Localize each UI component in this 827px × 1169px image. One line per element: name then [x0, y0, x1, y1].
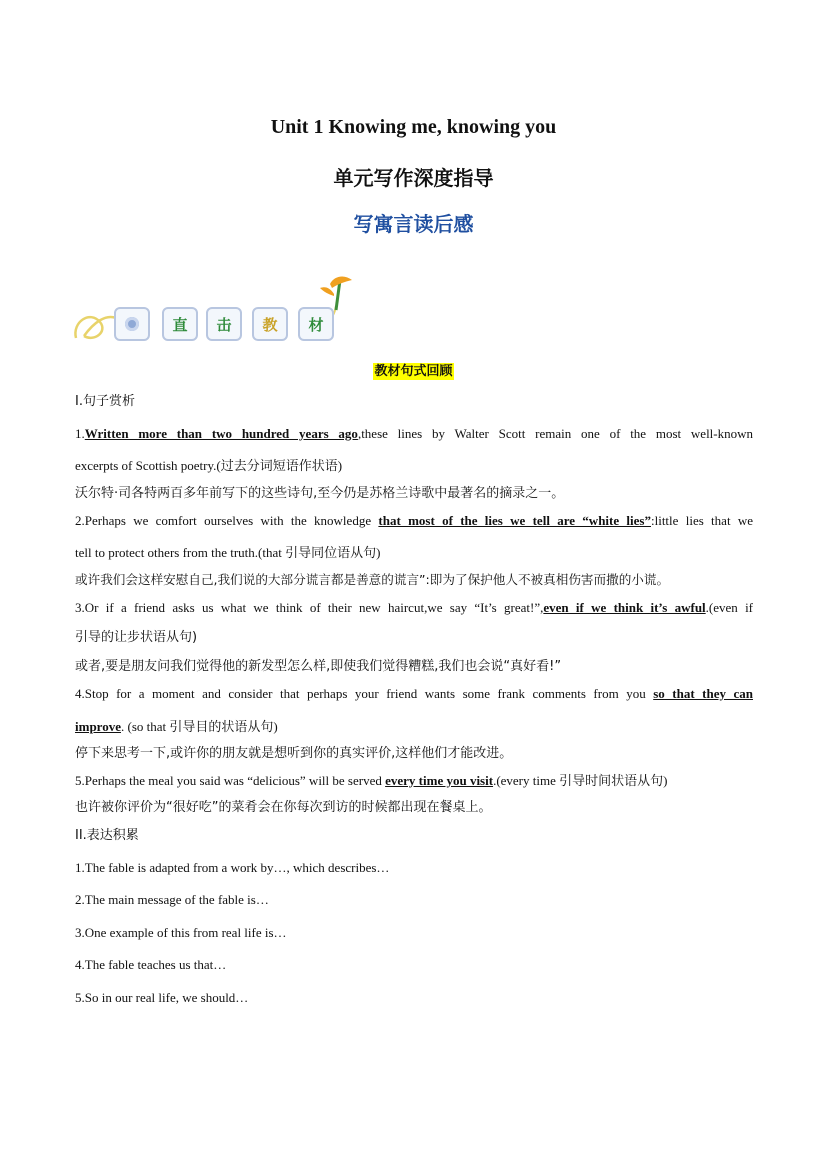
topic-subtitle: 写寓言读后感: [353, 212, 474, 236]
sentence-3-line-2: 引导的让步状语从句): [75, 630, 198, 645]
sentence-3-translation: 或者,要是朋友问我们觉得他的新发型怎么样,即使我们觉得糟糕,我们也会说“真好看!”: [75, 659, 562, 674]
sentence-2-line-1: 2.Perhaps we comfort ourselves with the knowledge that most of the lies we tell are “white lies”:little lies that we: [75, 513, 753, 528]
sentence-5-translation: 也许被你评价为“很好吃”的菜肴会在你每次到访的时候都出现在餐桌上。: [75, 800, 492, 815]
sentence-1-line-2: excerpts of Scottish poetry.(过去分词短语作状语): [75, 458, 343, 473]
banner-tile-3: 教: [252, 307, 288, 341]
sentence-1-line-1: 1.Written more than two hundred years ago,these lines by Walter Scott remain one of the most well-known: [75, 426, 754, 441]
expression-item-5: 5.So in our real life, we should…: [75, 990, 249, 1005]
sentence-3-highlight: even if we think it’s awful: [543, 600, 706, 615]
part2-heading: II.表达积累: [75, 828, 139, 843]
sentence-4-highlight: so that they can: [653, 686, 753, 701]
sentence-2-highlight: that most of the lies we tell are “white lies”: [378, 513, 651, 528]
section-banner: [72, 270, 362, 350]
sentence-1-highlight: Written more than two hundred years ago: [84, 426, 358, 441]
sentence-4-line-1: 4.Stop for a moment and consider that perhaps your friend wants some frank comments from you so that they can: [75, 686, 753, 701]
guide-title: 单元写作深度指导: [333, 166, 494, 190]
sentence-4-line-2: improve. (so that 引导目的状语从句): [75, 719, 278, 734]
expression-item-1: 1.The fable is adapted from a work by…, which describes…: [75, 860, 390, 875]
sentence-5-highlight: every time you visit: [385, 773, 494, 788]
sentence-2-line-2: tell to protect others from the truth.(that 引导同位语从句): [75, 545, 381, 560]
sentence-4-translation: 停下来思考一下,或许你的朋友就是想听到你的真实评价,这样他们才能改进。: [75, 746, 513, 761]
unit-title: Unit 1 Knowing me, knowing you: [270, 116, 557, 138]
section-heading: 教材句式回顾: [374, 364, 453, 379]
sentence-1-translation: 沃尔特·司各特两百多年前写下的这些诗句,至今仍是苏格兰诗歌中最著名的摘录之一。: [75, 486, 565, 501]
expression-item-2: 2.The main message of the fable is…: [75, 892, 269, 907]
sentence-3-line-1: 3.Or if a friend asks us what we think of their new haircut,we say “It’s great!”,even if we think it’s awful.(even if: [75, 600, 754, 615]
circle-icon: [125, 317, 139, 331]
expression-item-4: 4.The fable teaches us that…: [75, 957, 227, 972]
banner-tile-1: 直: [162, 307, 198, 341]
part1-heading: I.句子赏析: [75, 394, 135, 409]
sentence-5-line-1: 5.Perhaps the meal you said was “delicious” will be served every time you visit.(every time 引导时间状语从句): [75, 773, 668, 788]
banner-tile-4: 材: [298, 307, 334, 341]
sentence-2-translation: 或许我们会这样安慰自己,我们说的大部分谎言都是善意的谎言”:即为了保护他人不被真相伤害而撒的小谎。: [75, 572, 670, 587]
banner-tile-2: 击: [206, 307, 242, 341]
banner-tile-dot: [114, 307, 150, 341]
expression-item-3: 3.One example of this from real life is…: [75, 925, 287, 940]
